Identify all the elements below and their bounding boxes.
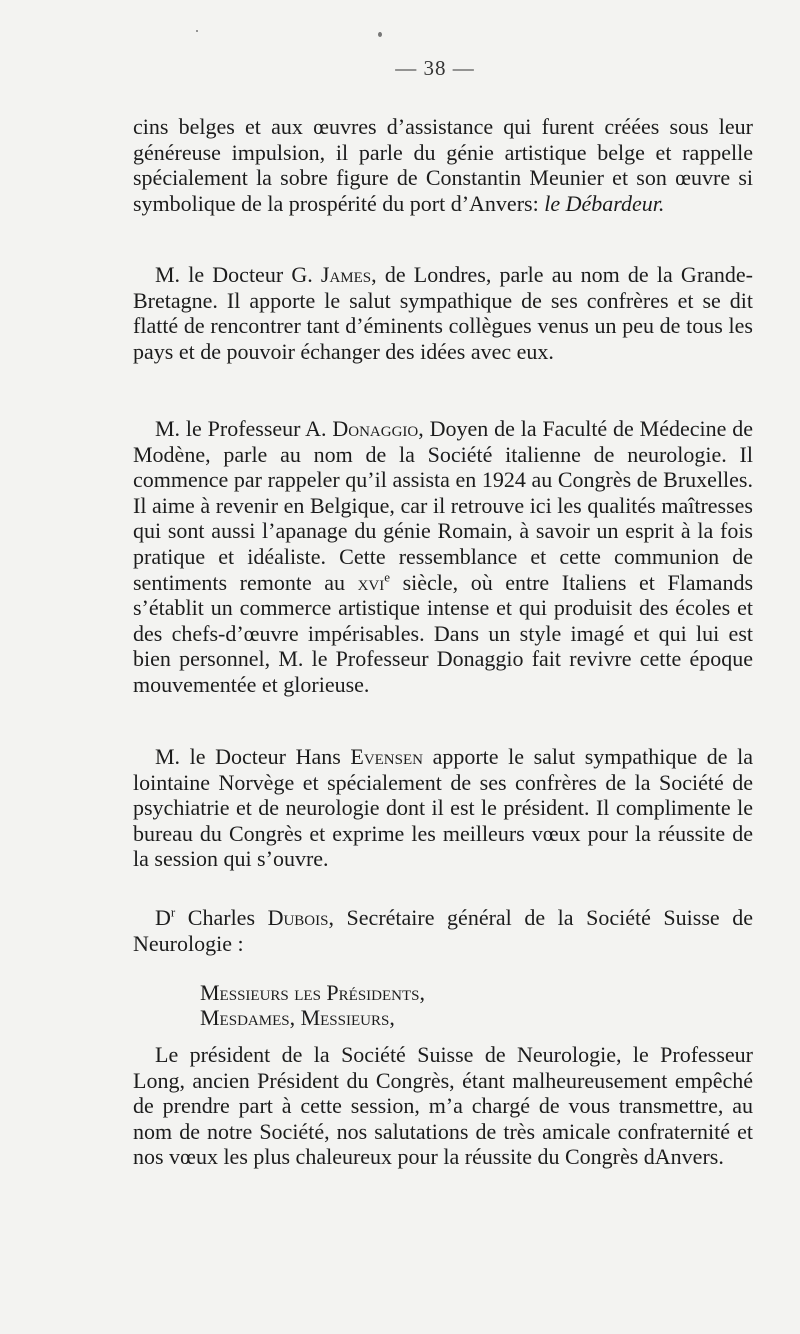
paragraph-dubois bbox=[133, 905, 753, 956]
speaker-name: Donaggio bbox=[332, 416, 419, 441]
paragraph-swiss-society bbox=[133, 1042, 753, 1170]
ink-speck bbox=[378, 32, 382, 37]
speaker-name: Evensen bbox=[350, 744, 423, 769]
speaker-lead: M. le Docteur G. bbox=[155, 262, 321, 287]
paragraph-donaggio bbox=[133, 416, 753, 698]
century-superscript: e bbox=[384, 569, 391, 585]
first-name: Charles bbox=[175, 905, 268, 930]
paragraph-text: , Doyen de la Faculté de Médecine de Modène, parle au nom de la Société italienne de neurologie. Il commence par rappeler qu’il assista en 1924 au Congrès de Bruxelles. Il aime à revenir en Belgique, car il retrouve ici les qualités maîtresses qui sont aussi l’apanage du génie Romain, à savoir un esprit à la fois pratique et idéaliste. Cette ressemblance et cette communion de sentiments remonte au bbox=[133, 416, 754, 595]
paragraph-text: Le président de la Société Suisse de Neurologie, le Professeur Long, ancien Président du Congrès, étant malheureusement empêché de prendre part à cette session, m’a chargé de vous transmettre, au nom de notre Société, nos salutations de très amicale confraternité et nos vœux les plus chaleureux pour la réussite du Congrès dAnvers. bbox=[133, 1042, 753, 1170]
paragraph-text-continued: siècle, où entre Italiens et Flamands s’établit un commerce artistique intense et qui produisit des écoles et des chefs-d’œuvre impérisables. Dans un style imagé et qui lui est bien personnel, M. le Professeur Donaggio fait revivre cette époque mouvementée et glorieuse. bbox=[133, 569, 754, 697]
salutation-line-2: Mesdames, Messieurs, bbox=[200, 1005, 395, 1030]
paragraph-text: apporte le salut sympathique de la lointaine Norvège et spécialement de ses confrères de la Société de psychiatrie et de neurologie dont il est le président. Il complimente le bureau du Congrès et exprime les meilleurs vœux pour la réussite de la session qui s’ouvre. bbox=[133, 744, 753, 872]
title-abbrev: D bbox=[155, 905, 171, 930]
page-number: — 38 — bbox=[395, 56, 475, 80]
paragraph-text: , Secrétaire général de la Société Suisse de Neurologie : bbox=[133, 905, 753, 956]
speaker-name: James bbox=[320, 262, 372, 287]
century-numeral: xvi bbox=[357, 569, 385, 595]
salutation-block bbox=[200, 980, 700, 1030]
salutation-line-1: Messieurs les Présidents, bbox=[200, 980, 425, 1005]
paragraph-text: cins belges et aux œuvres d’assistance qui furent créées sous leur généreuse impulsion, il parle du génie artistique belge et rappelle spécialement la sobre figure de Constantin Meunier et son œuvre si symbolique de la prospérité du port d’Anvers: bbox=[133, 114, 753, 216]
title-superscript: r bbox=[170, 904, 176, 920]
artwork-title: le Débardeur. bbox=[544, 190, 665, 216]
paragraph-james bbox=[133, 262, 753, 364]
paragraph-text: , de Londres, parle au nom de la Grande-Bretagne. Il apporte le salut sympathique de ses confrères et se dit flatté de rencontrer tant d’éminents collègues venus un peu de tous les pays et de pouvoir échanger des idées avec eux. bbox=[133, 262, 753, 364]
paragraph-meunier bbox=[133, 114, 753, 216]
speaker-lead: M. le Docteur Hans bbox=[155, 744, 351, 769]
paragraph-evensen bbox=[133, 744, 753, 872]
speaker-lead: M. le Professeur A. bbox=[155, 416, 333, 441]
speaker-name: Dubois bbox=[267, 905, 329, 930]
ink-speck bbox=[196, 30, 198, 32]
